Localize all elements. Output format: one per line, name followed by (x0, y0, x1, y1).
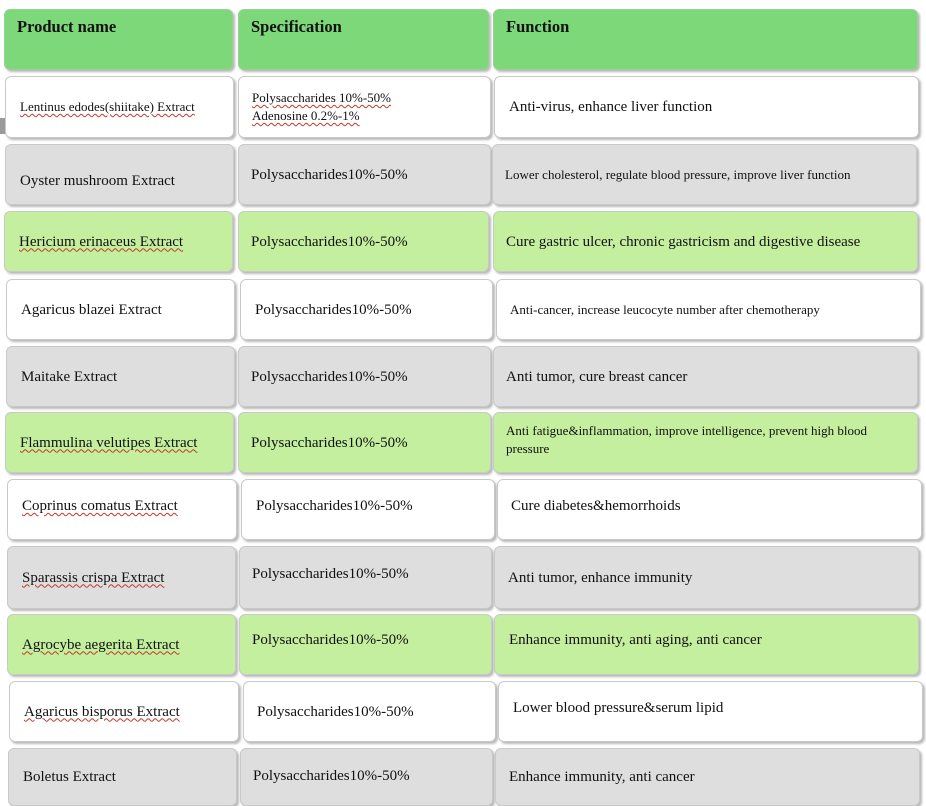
function-text: Cure gastric ulcer, chronic gastricism and digestive disease (506, 233, 861, 250)
spec-line-1: Polysaccharides 10%-50% (252, 90, 391, 105)
spec-cell (238, 211, 489, 272)
function-text: Anti fatigue&inflammation, improve intelligence, prevent high blood pressure (506, 423, 868, 456)
function-text: Cure diabetes&hemorrhoids (511, 498, 681, 514)
spec-cell (238, 346, 491, 407)
product-name: Boletus Extract (23, 769, 116, 785)
spec-text: Polysaccharides10%-50% (257, 703, 414, 720)
function-text: Lower blood pressure&serum lipid (513, 700, 724, 716)
spec-text: Polysaccharides10%-50% (251, 368, 408, 385)
spec-text: Polysaccharides10%-50% (253, 768, 410, 784)
product-cell (8, 748, 237, 806)
product-cell (7, 614, 236, 675)
header-product-name-label: Product name (17, 17, 117, 36)
header-product-name (4, 9, 233, 70)
function-cell (498, 681, 923, 742)
function-text: Enhance immunity, anti aging, anti cancer (509, 632, 762, 648)
product-name: Sparassis crispa Extract (22, 569, 165, 586)
function-text: Lower cholesterol, regulate blood pressure, improve liver function (505, 166, 851, 182)
spec-cell (243, 681, 496, 742)
product-cell (7, 546, 236, 609)
product-name (22, 496, 178, 516)
function-text: Anti-cancer, increase leucocyte number after chemotherapy (510, 301, 820, 317)
spec-cell (240, 748, 493, 806)
spec-text: Polysaccharides10%-50% (251, 434, 408, 451)
function-text: Anti tumor, cure breast cancer (506, 368, 688, 385)
product-cell (6, 279, 235, 340)
header-function (493, 9, 918, 70)
spec-cell (241, 479, 495, 540)
function-cell (497, 479, 922, 540)
function-cell (493, 412, 918, 473)
product-cell (7, 479, 237, 540)
product-cell (5, 412, 234, 473)
function-cell (494, 76, 919, 138)
spec-text: Polysaccharides10%-50% (252, 632, 409, 648)
spec-cell (239, 546, 492, 609)
function-cell (495, 748, 920, 806)
product-name-text: Coprinus comatus Extract (22, 498, 178, 514)
product-cell (9, 681, 239, 742)
function-cell (496, 279, 921, 340)
function-text: Anti tumor, enhance immunity (508, 569, 693, 586)
product-name: Oyster mushroom Extract (20, 173, 175, 189)
spec-text: Polysaccharides10%-50% (251, 166, 408, 183)
spec-cell (239, 614, 492, 675)
header-specification-label: Specification (251, 17, 342, 36)
spec-text: Polysaccharides10%-50% (252, 566, 409, 582)
function-cell (492, 144, 917, 205)
product-cell (4, 211, 233, 272)
function-cell (493, 211, 918, 272)
spec-cell (240, 279, 493, 340)
spec-cell (238, 76, 491, 138)
spec-text: Polysaccharides10%-50% (251, 233, 408, 250)
product-name: Agaricus blazei Extract (21, 301, 162, 318)
spec-line-2: Adenosine 0.2%-1% (252, 108, 360, 123)
function-cell (494, 546, 919, 609)
spec-text: Polysaccharides10%-50% (256, 498, 413, 514)
product-name: Agrocybe aegerita Extract (22, 636, 180, 653)
header-function-label: Function (506, 17, 570, 36)
product-cell (5, 144, 234, 205)
spec-cell (238, 412, 491, 473)
spec-text: Polysaccharides10%-50% (255, 301, 412, 318)
function-text: Enhance immunity, anti cancer (509, 769, 695, 785)
product-name: Hericium erinaceus Extract (19, 233, 184, 250)
product-cell (6, 346, 235, 407)
header-specification (238, 9, 489, 70)
product-name: Maitake Extract (21, 368, 118, 385)
function-text: Anti-virus, enhance liver function (509, 99, 713, 115)
product-name: Lentinus edodes(shiitake) Extract (20, 99, 195, 114)
product-name: Flammulina velutipes Extract (20, 434, 198, 451)
function-cell (494, 614, 919, 675)
spec-cell (238, 144, 491, 205)
product-cell (5, 76, 234, 138)
product-name: Agaricus bisporus Extract (24, 703, 180, 720)
function-cell (493, 346, 918, 407)
